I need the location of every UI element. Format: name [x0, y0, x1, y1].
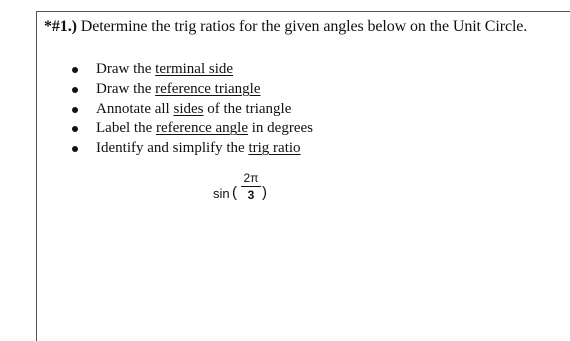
problem-heading	[44, 18, 527, 36]
step-item	[72, 60, 313, 80]
fraction-denominator: 3	[247, 188, 255, 202]
step-text: Draw the	[96, 61, 156, 77]
step-item	[72, 80, 313, 100]
step-text: Draw the	[96, 80, 156, 97]
close-paren: )	[262, 184, 267, 201]
step-text: Identify and simplify the	[96, 140, 249, 157]
step-keyword: terminal side	[155, 61, 234, 77]
open-paren: (	[232, 184, 237, 201]
step-text: Label the	[96, 120, 156, 137]
step-keyword: sides	[173, 100, 204, 117]
problem-number: *#1.)	[44, 18, 77, 35]
problem-instruction: Determine the trig ratios for the given angles below on the Unit Circle.	[80, 18, 528, 35]
step-keyword: reference triangle	[155, 80, 261, 97]
steps-list	[72, 60, 313, 159]
step-text-tail: of the triangle	[203, 100, 292, 117]
bullet-icon	[72, 67, 78, 73]
bullet-icon	[72, 87, 78, 93]
trig-function: sin	[213, 186, 230, 201]
fraction-bar	[241, 186, 261, 187]
bullet-icon	[72, 126, 78, 132]
step-item	[72, 100, 313, 120]
angle-fraction	[241, 171, 261, 202]
step-text-tail: in degrees	[248, 120, 313, 137]
step-item	[72, 119, 313, 139]
step-item	[72, 139, 313, 159]
fraction-numerator: 2π	[243, 171, 259, 185]
bullet-icon	[72, 107, 78, 113]
bullet-icon	[72, 146, 78, 152]
step-text: Annotate all	[96, 100, 174, 117]
step-keyword: reference angle	[155, 120, 248, 137]
step-keyword: trig ratio	[248, 140, 301, 157]
